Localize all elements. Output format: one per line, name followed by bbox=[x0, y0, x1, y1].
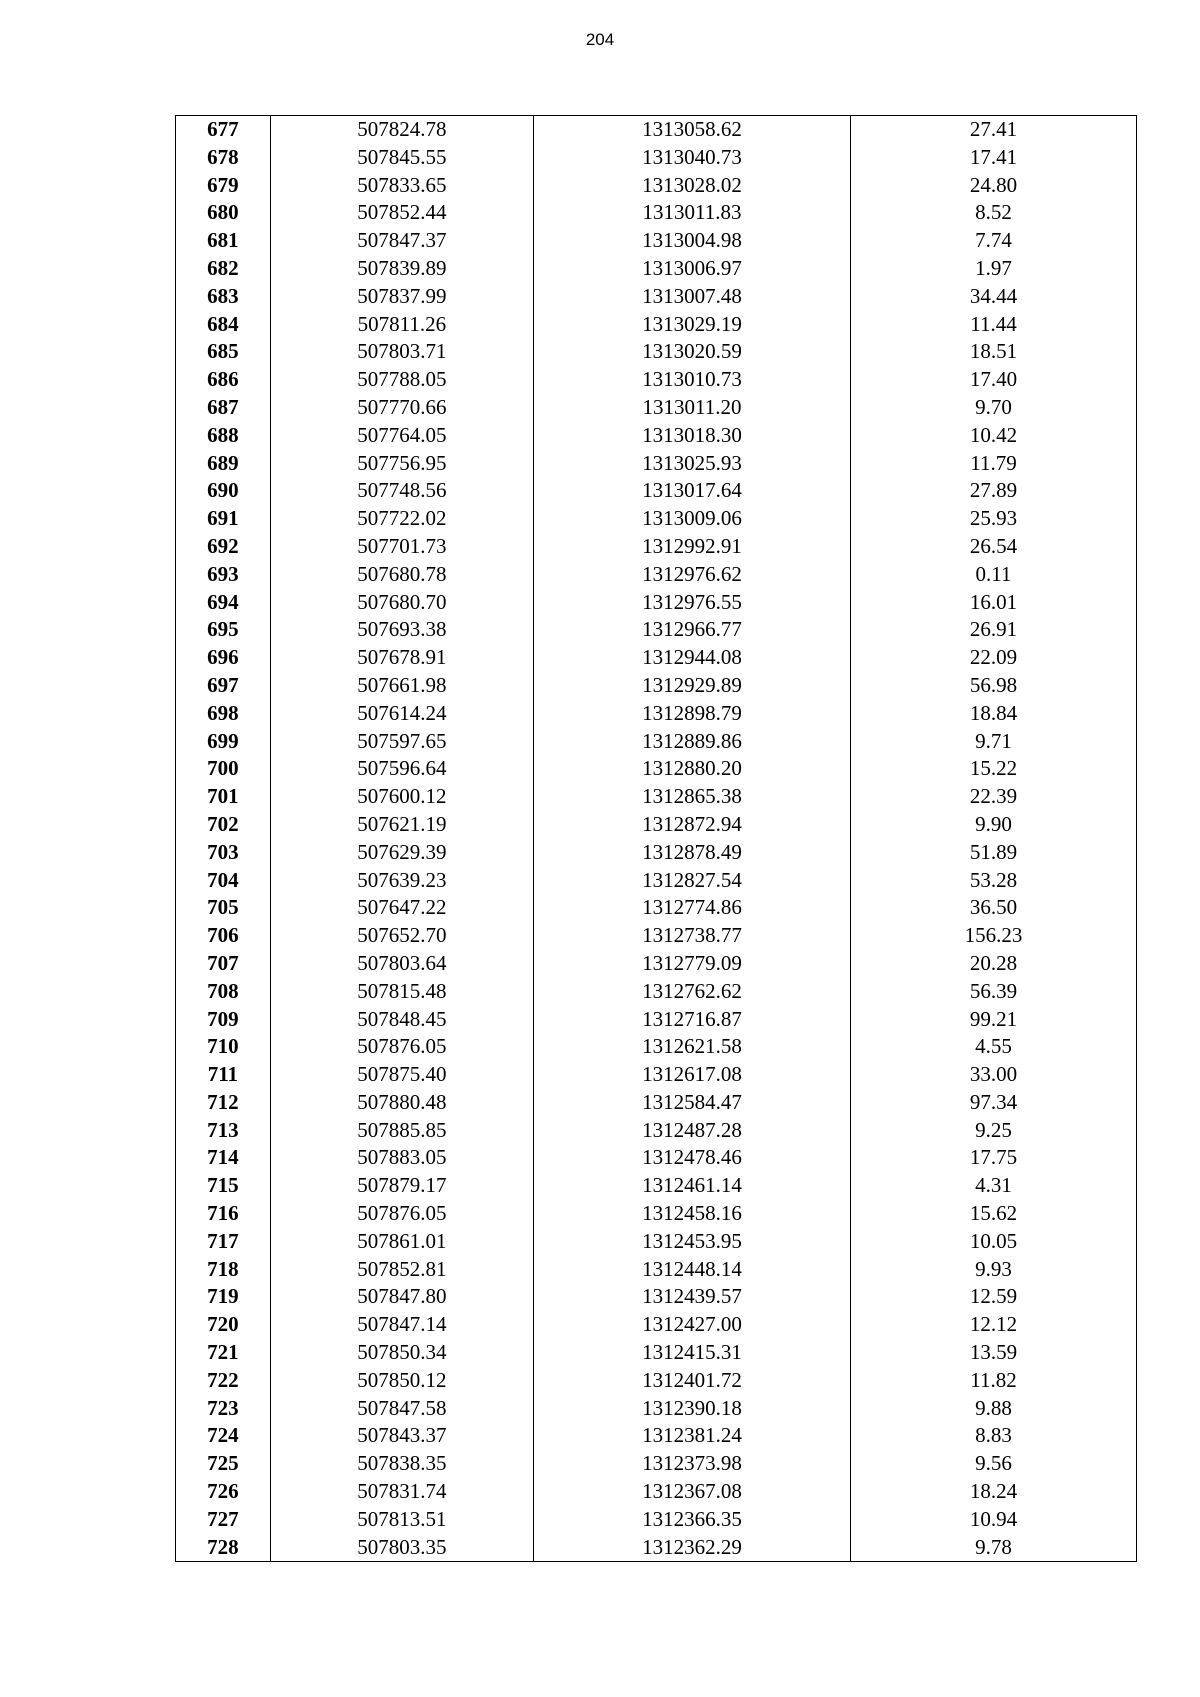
point-number-cell: 713 bbox=[176, 1117, 271, 1145]
y-coordinate-cell: 1312779.09 bbox=[533, 950, 850, 978]
segment-length-cell: 24.80 bbox=[850, 172, 1136, 200]
point-number-cell: 683 bbox=[176, 283, 271, 311]
point-number-cell: 711 bbox=[176, 1061, 271, 1089]
y-coordinate-cell: 1312944.08 bbox=[533, 644, 850, 672]
x-coordinate-cell: 507661.98 bbox=[270, 672, 533, 700]
x-coordinate-cell: 507838.35 bbox=[270, 1450, 533, 1478]
point-number-cell: 702 bbox=[176, 811, 271, 839]
point-number-cell: 716 bbox=[176, 1200, 271, 1228]
segment-length-cell: 53.28 bbox=[850, 867, 1136, 895]
y-coordinate-cell: 1313007.48 bbox=[533, 283, 850, 311]
point-number-cell: 696 bbox=[176, 644, 271, 672]
y-coordinate-cell: 1312458.16 bbox=[533, 1200, 850, 1228]
x-coordinate-cell: 507837.99 bbox=[270, 283, 533, 311]
y-coordinate-cell: 1313018.30 bbox=[533, 422, 850, 450]
point-number-cell: 712 bbox=[176, 1089, 271, 1117]
table-row bbox=[176, 644, 1137, 672]
table-row bbox=[176, 1172, 1137, 1200]
table-row bbox=[176, 533, 1137, 561]
table-row bbox=[176, 199, 1137, 227]
x-coordinate-cell: 507815.48 bbox=[270, 978, 533, 1006]
point-number-cell: 681 bbox=[176, 227, 271, 255]
point-number-cell: 720 bbox=[176, 1311, 271, 1339]
segment-length-cell: 11.82 bbox=[850, 1367, 1136, 1395]
x-coordinate-cell: 507764.05 bbox=[270, 422, 533, 450]
x-coordinate-cell: 507879.17 bbox=[270, 1172, 533, 1200]
point-number-cell: 705 bbox=[176, 894, 271, 922]
y-coordinate-cell: 1312898.79 bbox=[533, 700, 850, 728]
point-number-cell: 714 bbox=[176, 1144, 271, 1172]
segment-length-cell: 22.09 bbox=[850, 644, 1136, 672]
x-coordinate-cell: 507701.73 bbox=[270, 533, 533, 561]
table-row bbox=[176, 922, 1137, 950]
segment-length-cell: 20.28 bbox=[850, 950, 1136, 978]
table-row bbox=[176, 561, 1137, 589]
segment-length-cell: 15.22 bbox=[850, 755, 1136, 783]
segment-length-cell: 156.23 bbox=[850, 922, 1136, 950]
table-row bbox=[176, 1089, 1137, 1117]
table-row bbox=[176, 505, 1137, 533]
y-coordinate-cell: 1312992.91 bbox=[533, 533, 850, 561]
segment-length-cell: 9.78 bbox=[850, 1534, 1136, 1562]
x-coordinate-cell: 507803.35 bbox=[270, 1534, 533, 1562]
x-coordinate-cell: 507847.80 bbox=[270, 1283, 533, 1311]
table-row bbox=[176, 1395, 1137, 1423]
segment-length-cell: 0.11 bbox=[850, 561, 1136, 589]
y-coordinate-cell: 1313040.73 bbox=[533, 144, 850, 172]
segment-length-cell: 17.75 bbox=[850, 1144, 1136, 1172]
table-row bbox=[176, 394, 1137, 422]
point-number-cell: 708 bbox=[176, 978, 271, 1006]
segment-length-cell: 1.97 bbox=[850, 255, 1136, 283]
x-coordinate-cell: 507883.05 bbox=[270, 1144, 533, 1172]
y-coordinate-cell: 1313025.93 bbox=[533, 450, 850, 478]
table-row bbox=[176, 283, 1137, 311]
table-row bbox=[176, 172, 1137, 200]
table-row bbox=[176, 1117, 1137, 1145]
y-coordinate-cell: 1313006.97 bbox=[533, 255, 850, 283]
table-row bbox=[176, 144, 1137, 172]
x-coordinate-cell: 507852.81 bbox=[270, 1256, 533, 1284]
point-number-cell: 722 bbox=[176, 1367, 271, 1395]
segment-length-cell: 18.24 bbox=[850, 1478, 1136, 1506]
table-row bbox=[176, 672, 1137, 700]
x-coordinate-cell: 507647.22 bbox=[270, 894, 533, 922]
segment-length-cell: 9.70 bbox=[850, 394, 1136, 422]
table-row bbox=[176, 1283, 1137, 1311]
table-row bbox=[176, 783, 1137, 811]
x-coordinate-cell: 507748.56 bbox=[270, 477, 533, 505]
y-coordinate-cell: 1312478.46 bbox=[533, 1144, 850, 1172]
x-coordinate-cell: 507833.65 bbox=[270, 172, 533, 200]
segment-length-cell: 4.55 bbox=[850, 1033, 1136, 1061]
table-row bbox=[176, 1422, 1137, 1450]
segment-length-cell: 56.98 bbox=[850, 672, 1136, 700]
point-number-cell: 680 bbox=[176, 199, 271, 227]
segment-length-cell: 10.42 bbox=[850, 422, 1136, 450]
y-coordinate-cell: 1312617.08 bbox=[533, 1061, 850, 1089]
point-number-cell: 686 bbox=[176, 366, 271, 394]
x-coordinate-cell: 507885.85 bbox=[270, 1117, 533, 1145]
point-number-cell: 677 bbox=[176, 116, 271, 144]
segment-length-cell: 26.91 bbox=[850, 616, 1136, 644]
y-coordinate-cell: 1312621.58 bbox=[533, 1033, 850, 1061]
segment-length-cell: 9.25 bbox=[850, 1117, 1136, 1145]
segment-length-cell: 9.56 bbox=[850, 1450, 1136, 1478]
x-coordinate-cell: 507861.01 bbox=[270, 1228, 533, 1256]
segment-length-cell: 9.90 bbox=[850, 811, 1136, 839]
y-coordinate-cell: 1312390.18 bbox=[533, 1395, 850, 1423]
point-number-cell: 710 bbox=[176, 1033, 271, 1061]
y-coordinate-cell: 1312427.00 bbox=[533, 1311, 850, 1339]
segment-length-cell: 99.21 bbox=[850, 1006, 1136, 1034]
segment-length-cell: 11.44 bbox=[850, 311, 1136, 339]
segment-length-cell: 8.52 bbox=[850, 199, 1136, 227]
y-coordinate-cell: 1312367.08 bbox=[533, 1478, 850, 1506]
point-number-cell: 701 bbox=[176, 783, 271, 811]
y-coordinate-cell: 1312929.89 bbox=[533, 672, 850, 700]
y-coordinate-cell: 1313020.59 bbox=[533, 338, 850, 366]
segment-length-cell: 97.34 bbox=[850, 1089, 1136, 1117]
x-coordinate-cell: 507875.40 bbox=[270, 1061, 533, 1089]
point-number-cell: 692 bbox=[176, 533, 271, 561]
y-coordinate-cell: 1312373.98 bbox=[533, 1450, 850, 1478]
y-coordinate-cell: 1312976.62 bbox=[533, 561, 850, 589]
x-coordinate-cell: 507652.70 bbox=[270, 922, 533, 950]
segment-length-cell: 8.83 bbox=[850, 1422, 1136, 1450]
x-coordinate-cell: 507693.38 bbox=[270, 616, 533, 644]
x-coordinate-cell: 507847.58 bbox=[270, 1395, 533, 1423]
y-coordinate-cell: 1312439.57 bbox=[533, 1283, 850, 1311]
coordinates-table-body bbox=[176, 116, 1137, 1562]
y-coordinate-cell: 1313011.20 bbox=[533, 394, 850, 422]
table-row bbox=[176, 1339, 1137, 1367]
point-number-cell: 718 bbox=[176, 1256, 271, 1284]
point-number-cell: 699 bbox=[176, 728, 271, 756]
x-coordinate-cell: 507847.14 bbox=[270, 1311, 533, 1339]
table-row bbox=[176, 589, 1137, 617]
y-coordinate-cell: 1313011.83 bbox=[533, 199, 850, 227]
table-row bbox=[176, 450, 1137, 478]
table-row bbox=[176, 1311, 1137, 1339]
table-row bbox=[176, 1367, 1137, 1395]
point-number-cell: 715 bbox=[176, 1172, 271, 1200]
segment-length-cell: 10.05 bbox=[850, 1228, 1136, 1256]
y-coordinate-cell: 1312880.20 bbox=[533, 755, 850, 783]
coordinates-table bbox=[175, 115, 1137, 1562]
x-coordinate-cell: 507831.74 bbox=[270, 1478, 533, 1506]
point-number-cell: 723 bbox=[176, 1395, 271, 1423]
segment-length-cell: 12.59 bbox=[850, 1283, 1136, 1311]
segment-length-cell: 27.89 bbox=[850, 477, 1136, 505]
table-row bbox=[176, 1006, 1137, 1034]
point-number-cell: 687 bbox=[176, 394, 271, 422]
segment-length-cell: 12.12 bbox=[850, 1311, 1136, 1339]
y-coordinate-cell: 1312461.14 bbox=[533, 1172, 850, 1200]
segment-length-cell: 10.94 bbox=[850, 1506, 1136, 1534]
point-number-cell: 682 bbox=[176, 255, 271, 283]
table-row bbox=[176, 1061, 1137, 1089]
table-row bbox=[176, 867, 1137, 895]
y-coordinate-cell: 1312738.77 bbox=[533, 922, 850, 950]
segment-length-cell: 15.62 bbox=[850, 1200, 1136, 1228]
x-coordinate-cell: 507845.55 bbox=[270, 144, 533, 172]
point-number-cell: 684 bbox=[176, 311, 271, 339]
y-coordinate-cell: 1312889.86 bbox=[533, 728, 850, 756]
x-coordinate-cell: 507850.34 bbox=[270, 1339, 533, 1367]
x-coordinate-cell: 507600.12 bbox=[270, 783, 533, 811]
segment-length-cell: 56.39 bbox=[850, 978, 1136, 1006]
segment-length-cell: 16.01 bbox=[850, 589, 1136, 617]
point-number-cell: 698 bbox=[176, 700, 271, 728]
x-coordinate-cell: 507614.24 bbox=[270, 700, 533, 728]
y-coordinate-cell: 1312976.55 bbox=[533, 589, 850, 617]
table-row bbox=[176, 1534, 1137, 1562]
segment-length-cell: 26.54 bbox=[850, 533, 1136, 561]
point-number-cell: 693 bbox=[176, 561, 271, 589]
segment-length-cell: 51.89 bbox=[850, 839, 1136, 867]
point-number-cell: 691 bbox=[176, 505, 271, 533]
point-number-cell: 707 bbox=[176, 950, 271, 978]
point-number-cell: 695 bbox=[176, 616, 271, 644]
segment-length-cell: 34.44 bbox=[850, 283, 1136, 311]
table-row bbox=[176, 1033, 1137, 1061]
x-coordinate-cell: 507803.64 bbox=[270, 950, 533, 978]
table-row bbox=[176, 728, 1137, 756]
segment-length-cell: 4.31 bbox=[850, 1172, 1136, 1200]
point-number-cell: 726 bbox=[176, 1478, 271, 1506]
x-coordinate-cell: 507824.78 bbox=[270, 116, 533, 144]
table-row bbox=[176, 755, 1137, 783]
x-coordinate-cell: 507811.26 bbox=[270, 311, 533, 339]
x-coordinate-cell: 507876.05 bbox=[270, 1200, 533, 1228]
point-number-cell: 721 bbox=[176, 1339, 271, 1367]
segment-length-cell: 9.88 bbox=[850, 1395, 1136, 1423]
table-row bbox=[176, 839, 1137, 867]
x-coordinate-cell: 507629.39 bbox=[270, 839, 533, 867]
point-number-cell: 689 bbox=[176, 450, 271, 478]
point-number-cell: 717 bbox=[176, 1228, 271, 1256]
table-row bbox=[176, 366, 1137, 394]
x-coordinate-cell: 507680.70 bbox=[270, 589, 533, 617]
y-coordinate-cell: 1313058.62 bbox=[533, 116, 850, 144]
point-number-cell: 678 bbox=[176, 144, 271, 172]
x-coordinate-cell: 507621.19 bbox=[270, 811, 533, 839]
segment-length-cell: 27.41 bbox=[850, 116, 1136, 144]
y-coordinate-cell: 1312762.62 bbox=[533, 978, 850, 1006]
y-coordinate-cell: 1313010.73 bbox=[533, 366, 850, 394]
y-coordinate-cell: 1312381.24 bbox=[533, 1422, 850, 1450]
y-coordinate-cell: 1312827.54 bbox=[533, 867, 850, 895]
x-coordinate-cell: 507843.37 bbox=[270, 1422, 533, 1450]
segment-length-cell: 7.74 bbox=[850, 227, 1136, 255]
x-coordinate-cell: 507596.64 bbox=[270, 755, 533, 783]
x-coordinate-cell: 507722.02 bbox=[270, 505, 533, 533]
table-row bbox=[176, 1144, 1137, 1172]
y-coordinate-cell: 1312966.77 bbox=[533, 616, 850, 644]
x-coordinate-cell: 507848.45 bbox=[270, 1006, 533, 1034]
y-coordinate-cell: 1313009.06 bbox=[533, 505, 850, 533]
point-number-cell: 727 bbox=[176, 1506, 271, 1534]
segment-length-cell: 33.00 bbox=[850, 1061, 1136, 1089]
table-row bbox=[176, 1450, 1137, 1478]
point-number-cell: 685 bbox=[176, 338, 271, 366]
segment-length-cell: 13.59 bbox=[850, 1339, 1136, 1367]
x-coordinate-cell: 507847.37 bbox=[270, 227, 533, 255]
y-coordinate-cell: 1312774.86 bbox=[533, 894, 850, 922]
point-number-cell: 719 bbox=[176, 1283, 271, 1311]
y-coordinate-cell: 1312865.38 bbox=[533, 783, 850, 811]
segment-length-cell: 11.79 bbox=[850, 450, 1136, 478]
table-row bbox=[176, 811, 1137, 839]
x-coordinate-cell: 507839.89 bbox=[270, 255, 533, 283]
x-coordinate-cell: 507639.23 bbox=[270, 867, 533, 895]
x-coordinate-cell: 507680.78 bbox=[270, 561, 533, 589]
point-number-cell: 704 bbox=[176, 867, 271, 895]
point-number-cell: 679 bbox=[176, 172, 271, 200]
table-row bbox=[176, 477, 1137, 505]
y-coordinate-cell: 1312362.29 bbox=[533, 1534, 850, 1562]
point-number-cell: 690 bbox=[176, 477, 271, 505]
point-number-cell: 724 bbox=[176, 1422, 271, 1450]
x-coordinate-cell: 507788.05 bbox=[270, 366, 533, 394]
point-number-cell: 725 bbox=[176, 1450, 271, 1478]
point-number-cell: 697 bbox=[176, 672, 271, 700]
table-row bbox=[176, 1478, 1137, 1506]
point-number-cell: 706 bbox=[176, 922, 271, 950]
segment-length-cell: 9.71 bbox=[850, 728, 1136, 756]
point-number-cell: 728 bbox=[176, 1534, 271, 1562]
x-coordinate-cell: 507770.66 bbox=[270, 394, 533, 422]
y-coordinate-cell: 1312401.72 bbox=[533, 1367, 850, 1395]
table-row bbox=[176, 1256, 1137, 1284]
table-row bbox=[176, 950, 1137, 978]
table-row bbox=[176, 894, 1137, 922]
table-row bbox=[176, 116, 1137, 144]
table-row bbox=[176, 616, 1137, 644]
y-coordinate-cell: 1313028.02 bbox=[533, 172, 850, 200]
x-coordinate-cell: 507678.91 bbox=[270, 644, 533, 672]
table-row bbox=[176, 338, 1137, 366]
point-number-cell: 688 bbox=[176, 422, 271, 450]
table-row bbox=[176, 1228, 1137, 1256]
point-number-cell: 694 bbox=[176, 589, 271, 617]
segment-length-cell: 9.93 bbox=[850, 1256, 1136, 1284]
page-number: 204 bbox=[585, 30, 615, 49]
y-coordinate-cell: 1313029.19 bbox=[533, 311, 850, 339]
table-row bbox=[176, 311, 1137, 339]
table-row bbox=[176, 1200, 1137, 1228]
y-coordinate-cell: 1312415.31 bbox=[533, 1339, 850, 1367]
table-row bbox=[176, 227, 1137, 255]
x-coordinate-cell: 507850.12 bbox=[270, 1367, 533, 1395]
segment-length-cell: 22.39 bbox=[850, 783, 1136, 811]
x-coordinate-cell: 507803.71 bbox=[270, 338, 533, 366]
segment-length-cell: 18.51 bbox=[850, 338, 1136, 366]
segment-length-cell: 18.84 bbox=[850, 700, 1136, 728]
point-number-cell: 700 bbox=[176, 755, 271, 783]
y-coordinate-cell: 1312878.49 bbox=[533, 839, 850, 867]
segment-length-cell: 25.93 bbox=[850, 505, 1136, 533]
x-coordinate-cell: 507876.05 bbox=[270, 1033, 533, 1061]
table-row bbox=[176, 1506, 1137, 1534]
y-coordinate-cell: 1312584.47 bbox=[533, 1089, 850, 1117]
x-coordinate-cell: 507756.95 bbox=[270, 450, 533, 478]
table-row bbox=[176, 422, 1137, 450]
table-row bbox=[176, 700, 1137, 728]
y-coordinate-cell: 1312487.28 bbox=[533, 1117, 850, 1145]
point-number-cell: 703 bbox=[176, 839, 271, 867]
y-coordinate-cell: 1313004.98 bbox=[533, 227, 850, 255]
table-row bbox=[176, 978, 1137, 1006]
y-coordinate-cell: 1312872.94 bbox=[533, 811, 850, 839]
x-coordinate-cell: 507852.44 bbox=[270, 199, 533, 227]
y-coordinate-cell: 1312366.35 bbox=[533, 1506, 850, 1534]
y-coordinate-cell: 1312453.95 bbox=[533, 1228, 850, 1256]
point-number-cell: 709 bbox=[176, 1006, 271, 1034]
table-row bbox=[176, 255, 1137, 283]
x-coordinate-cell: 507597.65 bbox=[270, 728, 533, 756]
y-coordinate-cell: 1313017.64 bbox=[533, 477, 850, 505]
x-coordinate-cell: 507880.48 bbox=[270, 1089, 533, 1117]
y-coordinate-cell: 1312448.14 bbox=[533, 1256, 850, 1284]
segment-length-cell: 17.41 bbox=[850, 144, 1136, 172]
segment-length-cell: 17.40 bbox=[850, 366, 1136, 394]
x-coordinate-cell: 507813.51 bbox=[270, 1506, 533, 1534]
segment-length-cell: 36.50 bbox=[850, 894, 1136, 922]
y-coordinate-cell: 1312716.87 bbox=[533, 1006, 850, 1034]
